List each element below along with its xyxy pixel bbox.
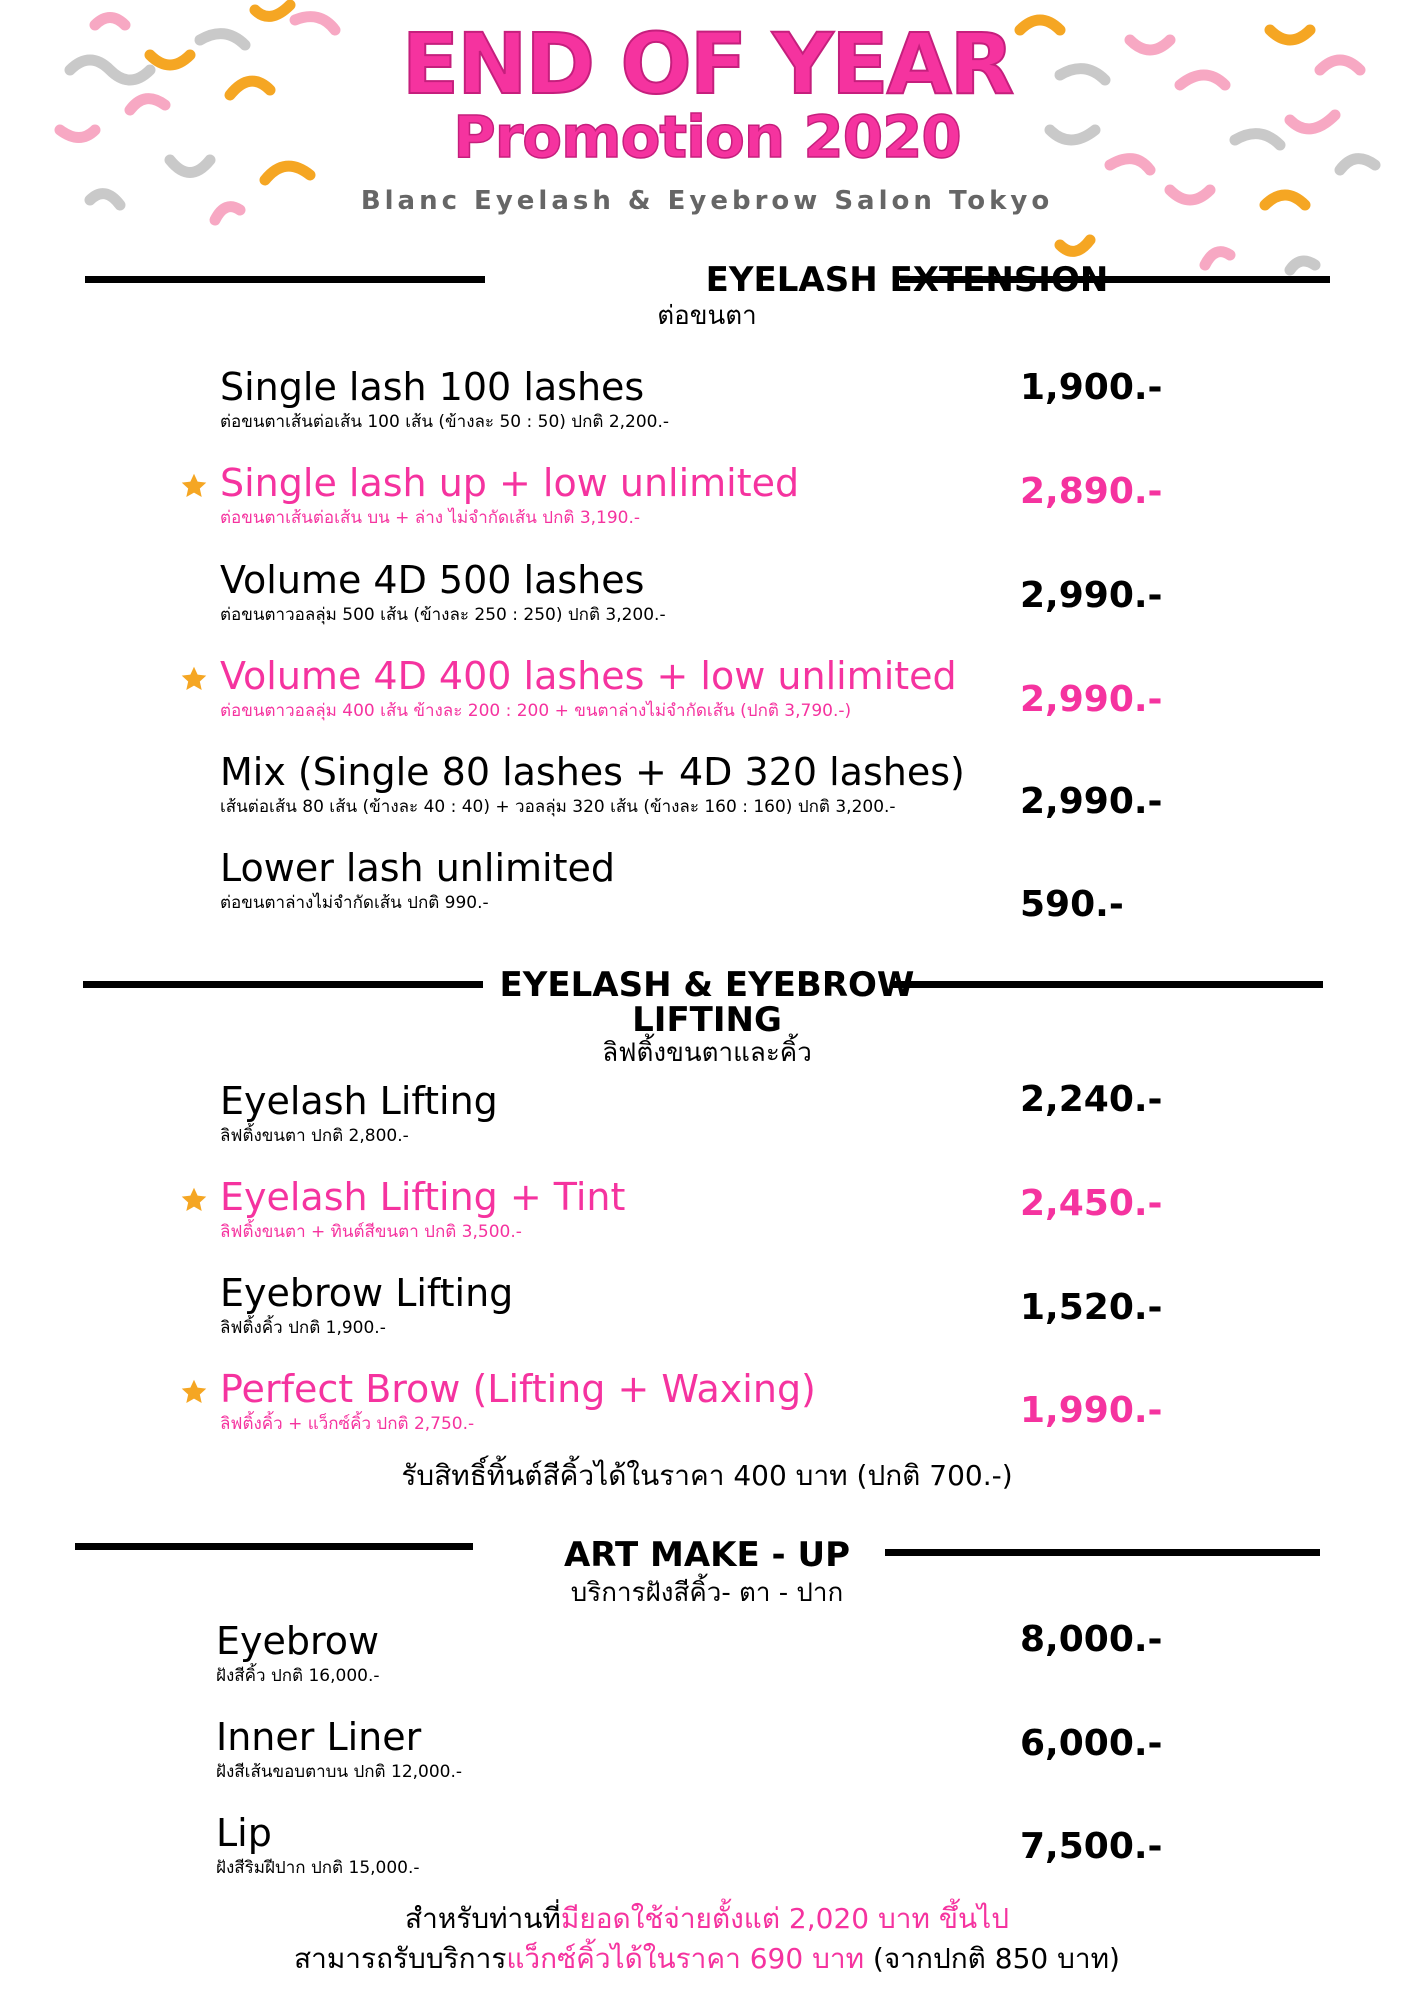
item-name: Inner Liner — [216, 1715, 422, 1759]
item-name: Perfect Brow (Lifting + Waxing) — [220, 1367, 816, 1411]
item-price: 2,990.- — [1020, 781, 1163, 822]
item-price: 2,990.- — [1020, 575, 1163, 616]
section-title-lifting-line2: LIFTING — [632, 1000, 782, 1040]
item-name: Lip — [216, 1811, 272, 1855]
item-description: ฝังสีคิ้ว ปกติ 16,000.- — [216, 1666, 380, 1686]
menu-item-featured — [220, 461, 1000, 528]
footer-line-2-prefix: สามารถรับบริการ — [294, 1942, 507, 1975]
item-price: 8,000.- — [1020, 1619, 1163, 1660]
item-description: ต่อขนตาเส้นต่อเส้น บน + ล่าง ไม่จำกัดเส้น ปกติ 3,190.- — [220, 508, 641, 528]
menu-item — [216, 1811, 996, 1878]
footer-line-1-prefix: สำหรับท่านที่ — [405, 1902, 561, 1935]
tint-offer-note: รับสิทธิ์ทิ้นต์สีคิ้วได้ในราคา 400 บาท (ปกติ 700.-) — [401, 1459, 1013, 1492]
menu-item — [220, 750, 1000, 817]
footer-line-1 — [0, 1902, 1414, 1935]
salon-name: Blanc Eyelash & Eyebrow Salon Tokyo — [360, 186, 1054, 216]
section-subtitle-lifting: ลิฟติ้งขนตาและคิ้ว — [602, 1038, 812, 1068]
menu-item — [220, 1079, 1000, 1146]
star-icon — [180, 1186, 208, 1214]
item-price: 2,890.- — [1020, 471, 1163, 512]
menu-item — [220, 846, 1000, 913]
footer-line-2-suffix: (จากปกติ 850 บาท) — [864, 1942, 1120, 1975]
item-description: ต่อขนตาวอลลุ่ม 500 เส้น (ข้างละ 250 : 250) ปกติ 3,200.- — [220, 605, 666, 625]
item-price: 1,520.- — [1020, 1287, 1163, 1328]
item-description: ลิฟติ้งคิ้ว ปกติ 1,900.- — [220, 1318, 386, 1338]
menu-item-featured — [220, 654, 1000, 721]
footer-line-2 — [0, 1942, 1414, 1975]
footer-line-2-highlight: แว็กซ์คิ้วได้ในราคา 690 บาท — [506, 1942, 865, 1975]
item-price: 2,240.- — [1020, 1079, 1163, 1120]
star-icon — [180, 1378, 208, 1406]
menu-item — [216, 1715, 996, 1782]
item-name: Lower lash unlimited — [220, 846, 615, 890]
item-name: Volume 4D 400 lashes + low unlimited — [220, 654, 957, 698]
item-price: 7,500.- — [1020, 1826, 1163, 1867]
item-description: ต่อขนตาล่างไม่จำกัดเส้น ปกติ 990.- — [220, 893, 489, 913]
menu-item — [216, 1619, 996, 1686]
item-name: Single lash up + low unlimited — [220, 461, 800, 505]
item-description: ต่อขนตาวอลลุ่ม 400 เส้น ข้างละ 200 : 200 + ขนตาล่างไม่จำกัดเส้น (ปกติ 3,790.-) — [220, 701, 852, 721]
section-subtitle-eyelash-extension: ต่อขนตา — [657, 301, 757, 331]
menu-item — [220, 1271, 1000, 1338]
item-description: ฝังสีเส้นขอบตาบน ปกติ 12,000.- — [216, 1762, 463, 1782]
promo-title: END OF YEAR — [401, 15, 1013, 113]
item-description: ลิฟติ้งขนตา ปกติ 2,800.- — [220, 1126, 409, 1146]
item-name: Eyelash Lifting — [220, 1079, 498, 1123]
item-name: Volume 4D 500 lashes — [220, 558, 645, 602]
footer-line-1-highlight: มียอดใช้จ่ายตั้งแต่ 2,020 บาท ขึ้นไป — [560, 1902, 1009, 1935]
item-name: Single lash 100 lashes — [220, 365, 645, 409]
star-icon — [180, 665, 208, 693]
item-price: 2,450.- — [1020, 1183, 1163, 1224]
item-price: 2,990.- — [1020, 679, 1163, 720]
item-description: ลิฟติ้งคิ้ว + แว็กซ์คิ้ว ปกติ 2,750.- — [220, 1414, 475, 1434]
item-name: Eyelash Lifting + Tint — [220, 1175, 626, 1219]
item-price: 1,990.- — [1020, 1390, 1163, 1431]
item-name: Eyebrow — [216, 1619, 380, 1663]
star-icon — [180, 472, 208, 500]
item-name: Mix (Single 80 lashes + 4D 320 lashes) — [220, 750, 965, 794]
menu-item-featured — [220, 1367, 1000, 1434]
item-price: 6,000.- — [1020, 1723, 1163, 1764]
promo-subtitle: Promotion 2020 — [453, 103, 961, 171]
menu-item — [220, 365, 1000, 432]
section-title-eyelash-extension: EYELASH EXTENSION — [705, 260, 1109, 300]
item-name: Eyebrow Lifting — [220, 1271, 514, 1315]
menu-item — [220, 558, 1000, 625]
section-title-art-makeup: ART MAKE - UP — [563, 1535, 851, 1575]
item-description: ลิฟติ้งขนตา + ทินต์สีขนตา ปกติ 3,500.- — [220, 1222, 522, 1242]
menu-item-featured — [220, 1175, 1000, 1242]
item-price: 590.- — [1020, 884, 1124, 925]
item-description: เส้นต่อเส้น 80 เส้น (ข้างละ 40 : 40) + วอลลุ่ม 320 เส้น (ข้างละ 160 : 160) ปกติ 3,200.- — [220, 797, 896, 817]
item-price: 1,900.- — [1020, 367, 1163, 408]
item-description: ต่อขนตาเส้นต่อเส้น 100 เส้น (ข้างละ 50 : 50) ปกติ 2,200.- — [220, 412, 670, 432]
section-title-lifting-line1: EYELASH & EYEBROW — [499, 965, 915, 1005]
section-subtitle-art-makeup: บริการฝังสีคิ้ว- ตา - ปาก — [570, 1578, 844, 1608]
item-description: ฝังสีริมฝีปาก ปกติ 15,000.- — [216, 1858, 420, 1878]
